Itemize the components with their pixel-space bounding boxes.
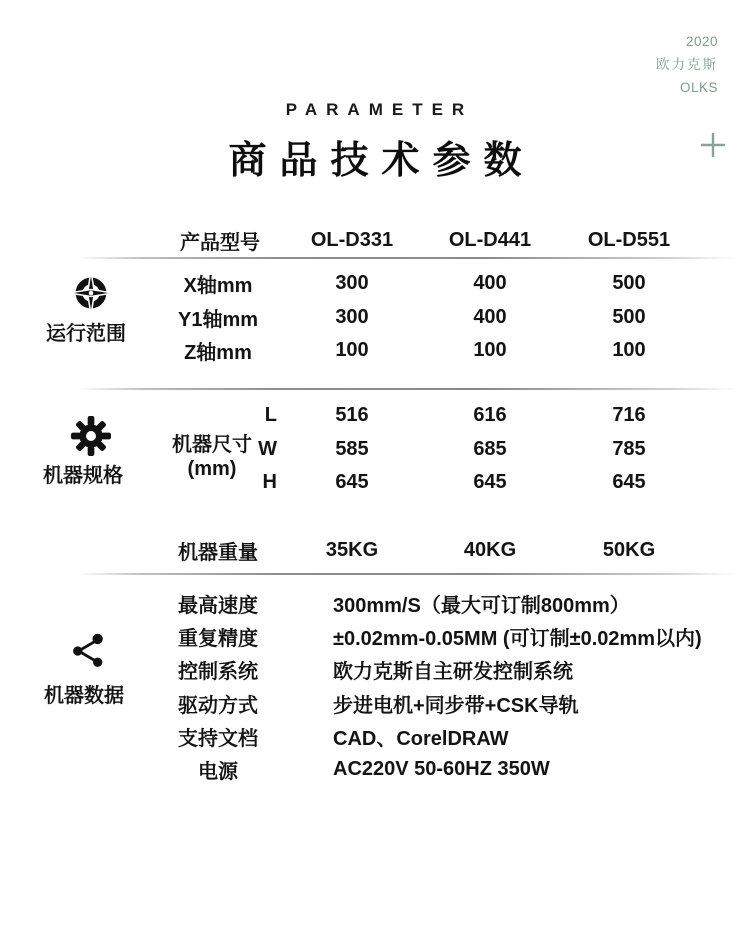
- row-label: Z轴mm: [184, 342, 252, 365]
- operating-range-rows: [153, 267, 699, 368]
- weight-row: [153, 533, 699, 567]
- row-value: 685: [473, 437, 507, 460]
- brand-abbr: OLKS: [679, 80, 718, 95]
- brand-year: 2020: [685, 34, 718, 49]
- row-value: 35KG: [325, 538, 379, 561]
- crosshair-icon: [68, 270, 114, 321]
- spec-label: 重复精度: [178, 628, 258, 651]
- row-value: 500: [612, 272, 646, 295]
- row-value: 616: [473, 404, 507, 427]
- brand-block: [656, 30, 718, 99]
- page-title: 商品技术参数: [228, 140, 535, 182]
- dimension-sub-label: L: [264, 404, 277, 427]
- dimension-label-text: 机器尺寸: [172, 434, 252, 456]
- row-value: 50KG: [602, 538, 656, 561]
- spec-value: 步进电机+同步带+CSK导轨: [333, 694, 579, 717]
- row-value: 40KG: [463, 538, 517, 561]
- column-header: OL-D331: [310, 228, 394, 251]
- row-value: 500: [612, 305, 646, 328]
- row-value: 716: [612, 404, 646, 427]
- spec-value: AC220V 50-60HZ 350W: [333, 758, 550, 781]
- dimension-sub-label: W: [258, 437, 277, 460]
- row-value: 100: [612, 339, 646, 362]
- row-value: 585: [335, 437, 369, 460]
- row-value: 400: [473, 305, 507, 328]
- row-value: 400: [473, 272, 507, 295]
- column-header: 产品型号: [180, 231, 260, 254]
- row-value: 100: [473, 339, 507, 362]
- brand-company: 欧力克斯: [656, 57, 718, 72]
- row-value: 300: [335, 305, 369, 328]
- row-value: 785: [612, 437, 646, 460]
- row-value: 300: [335, 272, 369, 295]
- row-label: 机器重量: [178, 541, 258, 564]
- spec-label: 电源: [198, 761, 238, 784]
- spec-value: 300mm/S（最大可订制800mm）: [333, 595, 630, 618]
- spec-value: CAD、CorelDRAW: [333, 727, 509, 750]
- dimension-sub-label: H: [262, 471, 277, 494]
- row-value: 645: [612, 471, 646, 494]
- column-header: OL-D441: [448, 228, 532, 251]
- row-label: Y1轴mm: [177, 308, 259, 331]
- divider: [76, 573, 736, 575]
- spec-value: 欧力克斯自主研发控制系统: [333, 661, 573, 684]
- section-label-operating-range: 运行范围: [46, 323, 126, 345]
- dimension-unit: (mm): [187, 458, 237, 480]
- divider: [76, 388, 736, 390]
- share-icon: [70, 632, 108, 675]
- spec-value: ±0.02mm-0.05MM (可订制±0.02mm以内): [333, 628, 702, 651]
- section-label-machine-data: 机器数据: [44, 685, 124, 707]
- spec-label: 控制系统: [178, 661, 258, 684]
- row-value: 516: [335, 404, 369, 427]
- spec-label: 驱动方式: [178, 694, 258, 717]
- table-header-row: [153, 222, 699, 258]
- spec-label: 最高速度: [178, 595, 258, 618]
- row-label: X轴mm: [183, 275, 253, 298]
- section-label-machine-spec: 机器规格: [43, 465, 123, 487]
- row-value: 645: [473, 471, 507, 494]
- dimension-rows: [153, 399, 699, 500]
- gear-icon: [71, 416, 111, 461]
- spec-label: 支持文档: [178, 727, 258, 750]
- row-value: 645: [335, 471, 369, 494]
- eyebrow-title: PARAMETER: [285, 100, 474, 119]
- machine-data-rows: [153, 587, 713, 786]
- column-header: OL-D551: [587, 228, 671, 251]
- row-value: 100: [335, 339, 369, 362]
